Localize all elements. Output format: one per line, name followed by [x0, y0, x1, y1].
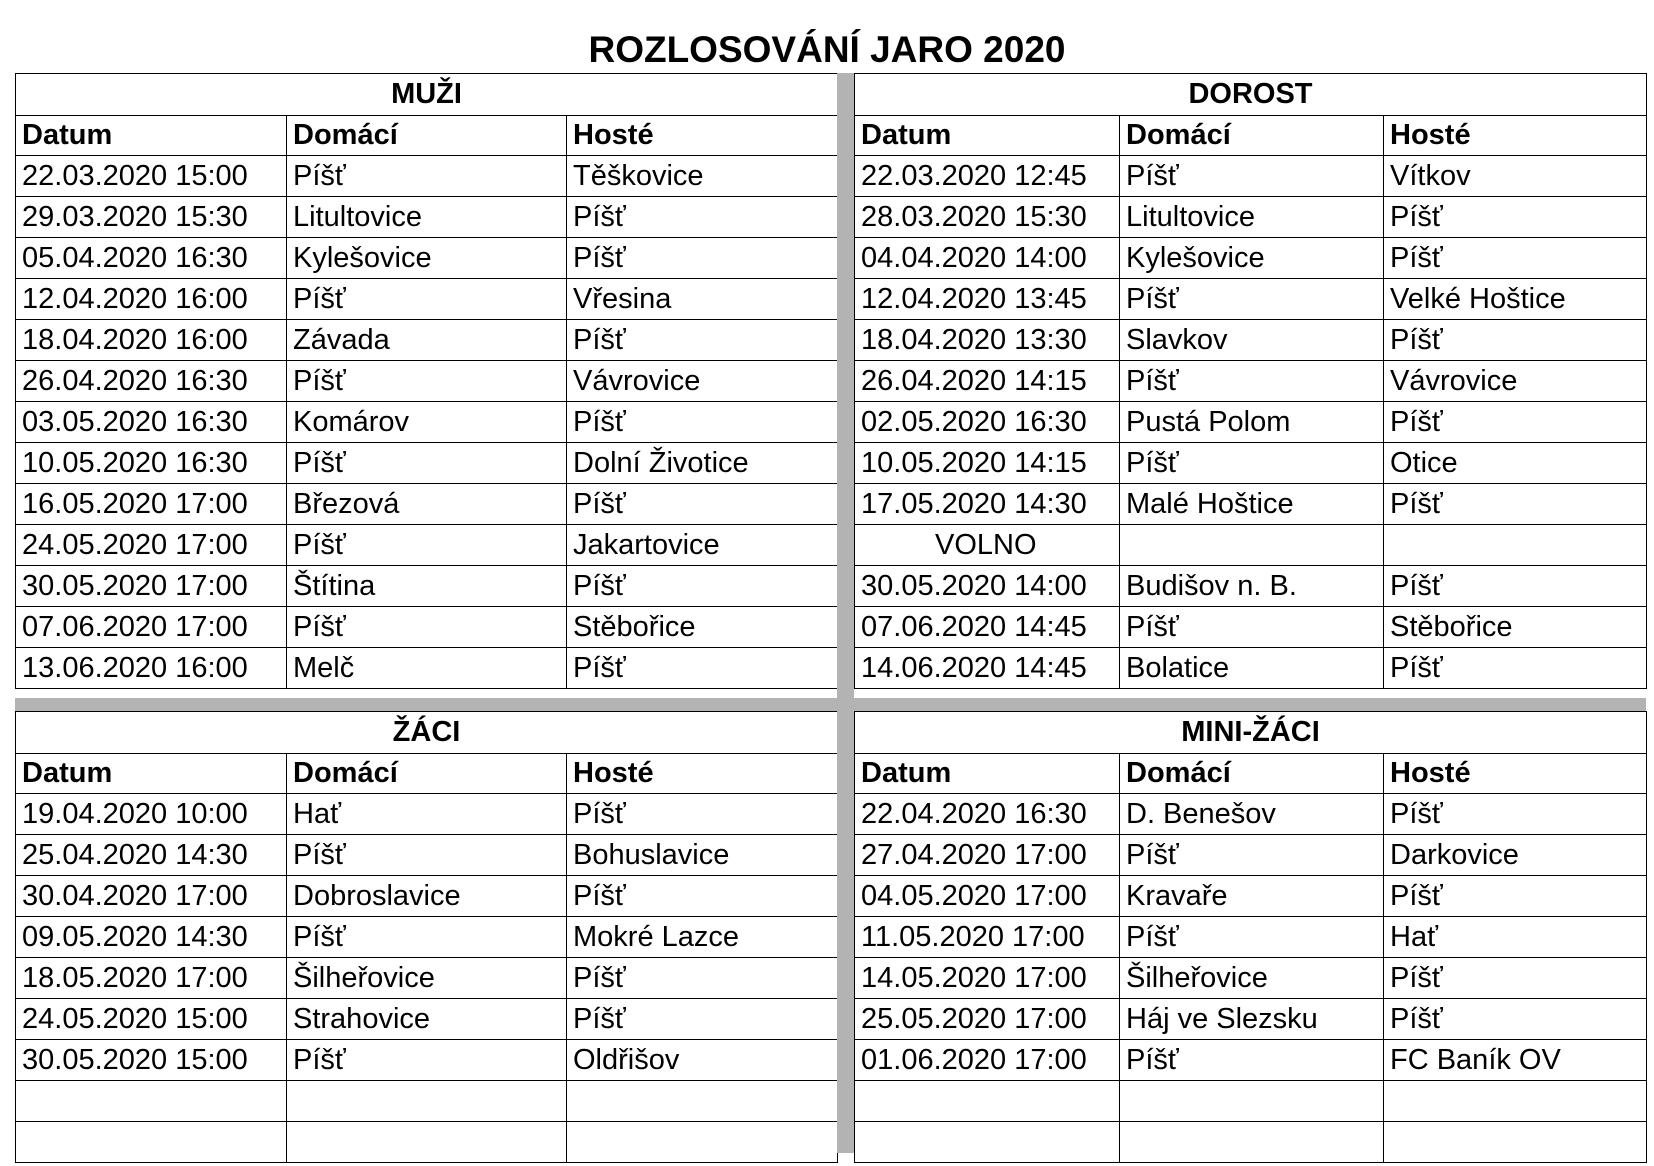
cell-home — [1120, 1122, 1384, 1163]
cell-away: Vávrovice — [567, 361, 838, 402]
cell-date: 05.04.2020 16:30 — [16, 238, 287, 279]
cell-away: Píšť — [567, 794, 838, 835]
cell-home: Píšť — [1120, 835, 1384, 876]
cell-home — [287, 1081, 567, 1122]
cell-home: Píšť — [287, 525, 567, 566]
cell-home: Malé Hoštice — [1120, 484, 1384, 525]
cell-away: Stěbořice — [1384, 607, 1647, 648]
table-row — [855, 402, 1647, 443]
cell-date: 09.05.2020 14:30 — [16, 917, 287, 958]
cell-home — [287, 1122, 567, 1163]
cell-home: Budišov n. B. — [1120, 566, 1384, 607]
cell-home: Píšť — [1120, 279, 1384, 320]
section-title: MUŽI — [16, 74, 838, 116]
table-row — [855, 1040, 1647, 1081]
cell-away: Píšť — [1384, 197, 1647, 238]
column-header-date: Datum — [16, 754, 287, 794]
cell-date: 10.05.2020 16:30 — [16, 443, 287, 484]
cell-away: Píšť — [1384, 402, 1647, 443]
cell-away: Píšť — [567, 648, 838, 689]
cell-date: 14.05.2020 17:00 — [855, 958, 1120, 999]
cell-home: Melč — [287, 648, 567, 689]
table-row — [855, 958, 1647, 999]
cell-home: Pustá Polom — [1120, 402, 1384, 443]
table-row — [16, 999, 838, 1040]
column-header-date: Datum — [855, 754, 1120, 794]
cell-date: 24.05.2020 17:00 — [16, 525, 287, 566]
cell-away: Píšť — [1384, 566, 1647, 607]
table-row — [855, 238, 1647, 279]
column-header-away: Hosté — [1384, 116, 1647, 156]
table-row — [855, 279, 1647, 320]
cell-away: Bohuslavice — [567, 835, 838, 876]
cell-date: 10.05.2020 14:15 — [855, 443, 1120, 484]
cell-home: Dobroslavice — [287, 876, 567, 917]
section-title: MINI-ŽÁCI — [855, 712, 1647, 754]
cell-away — [567, 1122, 838, 1163]
column-header-date: Datum — [16, 116, 287, 156]
cell-away: Těškovice — [567, 156, 838, 197]
table-row — [855, 566, 1647, 607]
table-row — [855, 484, 1647, 525]
cell-home: Komárov — [287, 402, 567, 443]
cell-away: Píšť — [567, 999, 838, 1040]
table-row — [16, 1122, 838, 1163]
cell-date: 25.04.2020 14:30 — [16, 835, 287, 876]
cell-home: Šilheřovice — [287, 958, 567, 999]
cell-home: Píšť — [287, 917, 567, 958]
table-row — [16, 794, 838, 835]
cell-away: Otice — [1384, 443, 1647, 484]
cell-away — [1384, 525, 1647, 566]
table-row — [855, 835, 1647, 876]
cell-date: 07.06.2020 14:45 — [855, 607, 1120, 648]
cell-date: 28.03.2020 15:30 — [855, 197, 1120, 238]
cell-away: Píšť — [567, 566, 838, 607]
cell-date: 18.05.2020 17:00 — [16, 958, 287, 999]
cell-date: 18.04.2020 13:30 — [855, 320, 1120, 361]
cell-away: Stěbořice — [567, 607, 838, 648]
cell-date: 26.04.2020 16:30 — [16, 361, 287, 402]
cell-away: Píšť — [1384, 794, 1647, 835]
table-row — [855, 876, 1647, 917]
cell-away: Mokré Lazce — [567, 917, 838, 958]
cell-date: 22.04.2020 16:30 — [855, 794, 1120, 835]
table-muzi — [15, 73, 838, 689]
cell-away: Velké Hoštice — [1384, 279, 1647, 320]
column-header-home: Domácí — [287, 116, 567, 156]
cell-date: 30.04.2020 17:00 — [16, 876, 287, 917]
cell-date — [16, 1122, 287, 1163]
cell-date: 07.06.2020 17:00 — [16, 607, 287, 648]
cell-away: Píšť — [567, 484, 838, 525]
cell-away: Píšť — [1384, 484, 1647, 525]
cell-date: 13.06.2020 16:00 — [16, 648, 287, 689]
cell-date: 24.05.2020 15:00 — [16, 999, 287, 1040]
table-dorost — [854, 73, 1647, 689]
cell-date: 04.05.2020 17:00 — [855, 876, 1120, 917]
column-header-away: Hosté — [567, 116, 838, 156]
cell-date: 19.04.2020 10:00 — [16, 794, 287, 835]
cell-date — [16, 1081, 287, 1122]
cell-date: 30.05.2020 15:00 — [16, 1040, 287, 1081]
cell-date: 01.06.2020 17:00 — [855, 1040, 1120, 1081]
vertical-divider — [837, 73, 854, 1153]
cell-home: Píšť — [287, 835, 567, 876]
cell-away: Píšť — [1384, 238, 1647, 279]
column-header-away: Hosté — [567, 754, 838, 794]
cell-date: 26.04.2020 14:15 — [855, 361, 1120, 402]
cell-date: 27.04.2020 17:00 — [855, 835, 1120, 876]
table-row — [16, 876, 838, 917]
cell-home: Litultovice — [1120, 197, 1384, 238]
table-row — [16, 1040, 838, 1081]
section-title: ŽÁCI — [16, 712, 838, 754]
table-row — [16, 958, 838, 999]
cell-home: Píšť — [1120, 156, 1384, 197]
cell-home: Kravaře — [1120, 876, 1384, 917]
table-row — [855, 197, 1647, 238]
cell-away: FC Baník OV — [1384, 1040, 1647, 1081]
table-row — [16, 197, 838, 238]
cell-home: Štítina — [287, 566, 567, 607]
cell-home — [1120, 525, 1384, 566]
table-row — [16, 320, 838, 361]
cell-away: Vřesina — [567, 279, 838, 320]
column-header-home: Domácí — [287, 754, 567, 794]
cell-date: 17.05.2020 14:30 — [855, 484, 1120, 525]
cell-home: D. Benešov — [1120, 794, 1384, 835]
table-row — [855, 1081, 1647, 1122]
table-row — [855, 607, 1647, 648]
cell-home — [1120, 1081, 1384, 1122]
table-row — [855, 361, 1647, 402]
cell-away: Hať — [1384, 917, 1647, 958]
cell-date: 30.05.2020 17:00 — [16, 566, 287, 607]
table-row — [855, 156, 1647, 197]
cell-home: Březová — [287, 484, 567, 525]
table-row — [16, 835, 838, 876]
column-header-row — [855, 116, 1647, 156]
table-row — [16, 1081, 838, 1122]
table-row — [16, 484, 838, 525]
cell-away: Oldřišov — [567, 1040, 838, 1081]
cell-away: Píšť — [1384, 876, 1647, 917]
cell-home: Strahovice — [287, 999, 567, 1040]
cell-home: Píšť — [1120, 607, 1384, 648]
table-row — [855, 917, 1647, 958]
cell-home: Píšť — [1120, 443, 1384, 484]
cell-away: Píšť — [567, 238, 838, 279]
cell-home: Kylešovice — [287, 238, 567, 279]
cell-date: 16.05.2020 17:00 — [16, 484, 287, 525]
column-header-row — [16, 116, 838, 156]
column-header-row — [16, 754, 838, 794]
page-title: ROZLOSOVÁNÍ JARO 2020 — [588, 29, 1066, 70]
table-row — [855, 794, 1647, 835]
cell-home: Šilheřovice — [1120, 958, 1384, 999]
table-row — [855, 525, 1647, 566]
table-row — [855, 320, 1647, 361]
cell-date: 29.03.2020 15:30 — [16, 197, 287, 238]
cell-away: Píšť — [1384, 958, 1647, 999]
cell-away: Dolní Životice — [567, 443, 838, 484]
table-row — [855, 443, 1647, 484]
cell-home: Píšť — [1120, 361, 1384, 402]
cell-away: Píšť — [567, 958, 838, 999]
cell-date: 02.05.2020 16:30 — [855, 402, 1120, 443]
cell-away: Píšť — [567, 402, 838, 443]
table-minizaci — [854, 711, 1647, 1163]
cell-home: Píšť — [1120, 917, 1384, 958]
cell-home: Píšť — [1120, 1040, 1384, 1081]
table-row — [855, 1122, 1647, 1163]
cell-away: Píšť — [1384, 648, 1647, 689]
cell-date: 04.04.2020 14:00 — [855, 238, 1120, 279]
cell-home: Píšť — [287, 361, 567, 402]
table-row — [16, 566, 838, 607]
cell-date: 22.03.2020 12:45 — [855, 156, 1120, 197]
cell-away: Píšť — [1384, 320, 1647, 361]
cell-home: Závada — [287, 320, 567, 361]
table-row — [16, 156, 838, 197]
cell-home: Píšť — [287, 156, 567, 197]
cell-home: Píšť — [287, 607, 567, 648]
cell-date: 18.04.2020 16:00 — [16, 320, 287, 361]
cell-away — [1384, 1122, 1647, 1163]
cell-home: Píšť — [287, 443, 567, 484]
column-header-row — [855, 754, 1647, 794]
column-header-date: Datum — [855, 116, 1120, 156]
cell-home: Slavkov — [1120, 320, 1384, 361]
cell-home: Bolatice — [1120, 648, 1384, 689]
cell-date: 12.04.2020 16:00 — [16, 279, 287, 320]
cell-home: Kylešovice — [1120, 238, 1384, 279]
cell-away: Píšť — [567, 876, 838, 917]
cell-home: Píšť — [287, 1040, 567, 1081]
cell-date: 11.05.2020 17:00 — [855, 917, 1120, 958]
cell-date: 12.04.2020 13:45 — [855, 279, 1120, 320]
cell-date — [855, 1122, 1120, 1163]
cell-home: Litultovice — [287, 197, 567, 238]
cell-away: Jakartovice — [567, 525, 838, 566]
table-row — [855, 648, 1647, 689]
cell-date: 30.05.2020 14:00 — [855, 566, 1120, 607]
section-title: DOROST — [855, 74, 1647, 116]
column-header-home: Domácí — [1120, 116, 1384, 156]
table-row — [16, 402, 838, 443]
column-header-away: Hosté — [1384, 754, 1647, 794]
cell-date: 22.03.2020 15:00 — [16, 156, 287, 197]
horizontal-divider — [15, 698, 1646, 711]
table-row — [16, 917, 838, 958]
table-row — [16, 361, 838, 402]
cell-away — [567, 1081, 838, 1122]
table-zaci — [15, 711, 838, 1163]
cell-date: 03.05.2020 16:30 — [16, 402, 287, 443]
table-row — [16, 238, 838, 279]
cell-home: Hať — [287, 794, 567, 835]
cell-away: Píšť — [567, 320, 838, 361]
cell-away: Vítkov — [1384, 156, 1647, 197]
table-row — [16, 648, 838, 689]
table-row — [855, 999, 1647, 1040]
cell-date: 25.05.2020 17:00 — [855, 999, 1120, 1040]
table-row — [16, 443, 838, 484]
cell-away: Vávrovice — [1384, 361, 1647, 402]
cell-away: Píšť — [567, 197, 838, 238]
cell-home: Háj ve Slezsku — [1120, 999, 1384, 1040]
column-header-home: Domácí — [1120, 754, 1384, 794]
table-row — [16, 525, 838, 566]
cell-home: Píšť — [287, 279, 567, 320]
table-row — [16, 279, 838, 320]
cell-date: 14.06.2020 14:45 — [855, 648, 1120, 689]
cell-away: Darkovice — [1384, 835, 1647, 876]
cell-date — [855, 1081, 1120, 1122]
table-row — [16, 607, 838, 648]
cell-date: VOLNO — [855, 525, 1120, 566]
cell-away — [1384, 1081, 1647, 1122]
cell-away: Píšť — [1384, 999, 1647, 1040]
